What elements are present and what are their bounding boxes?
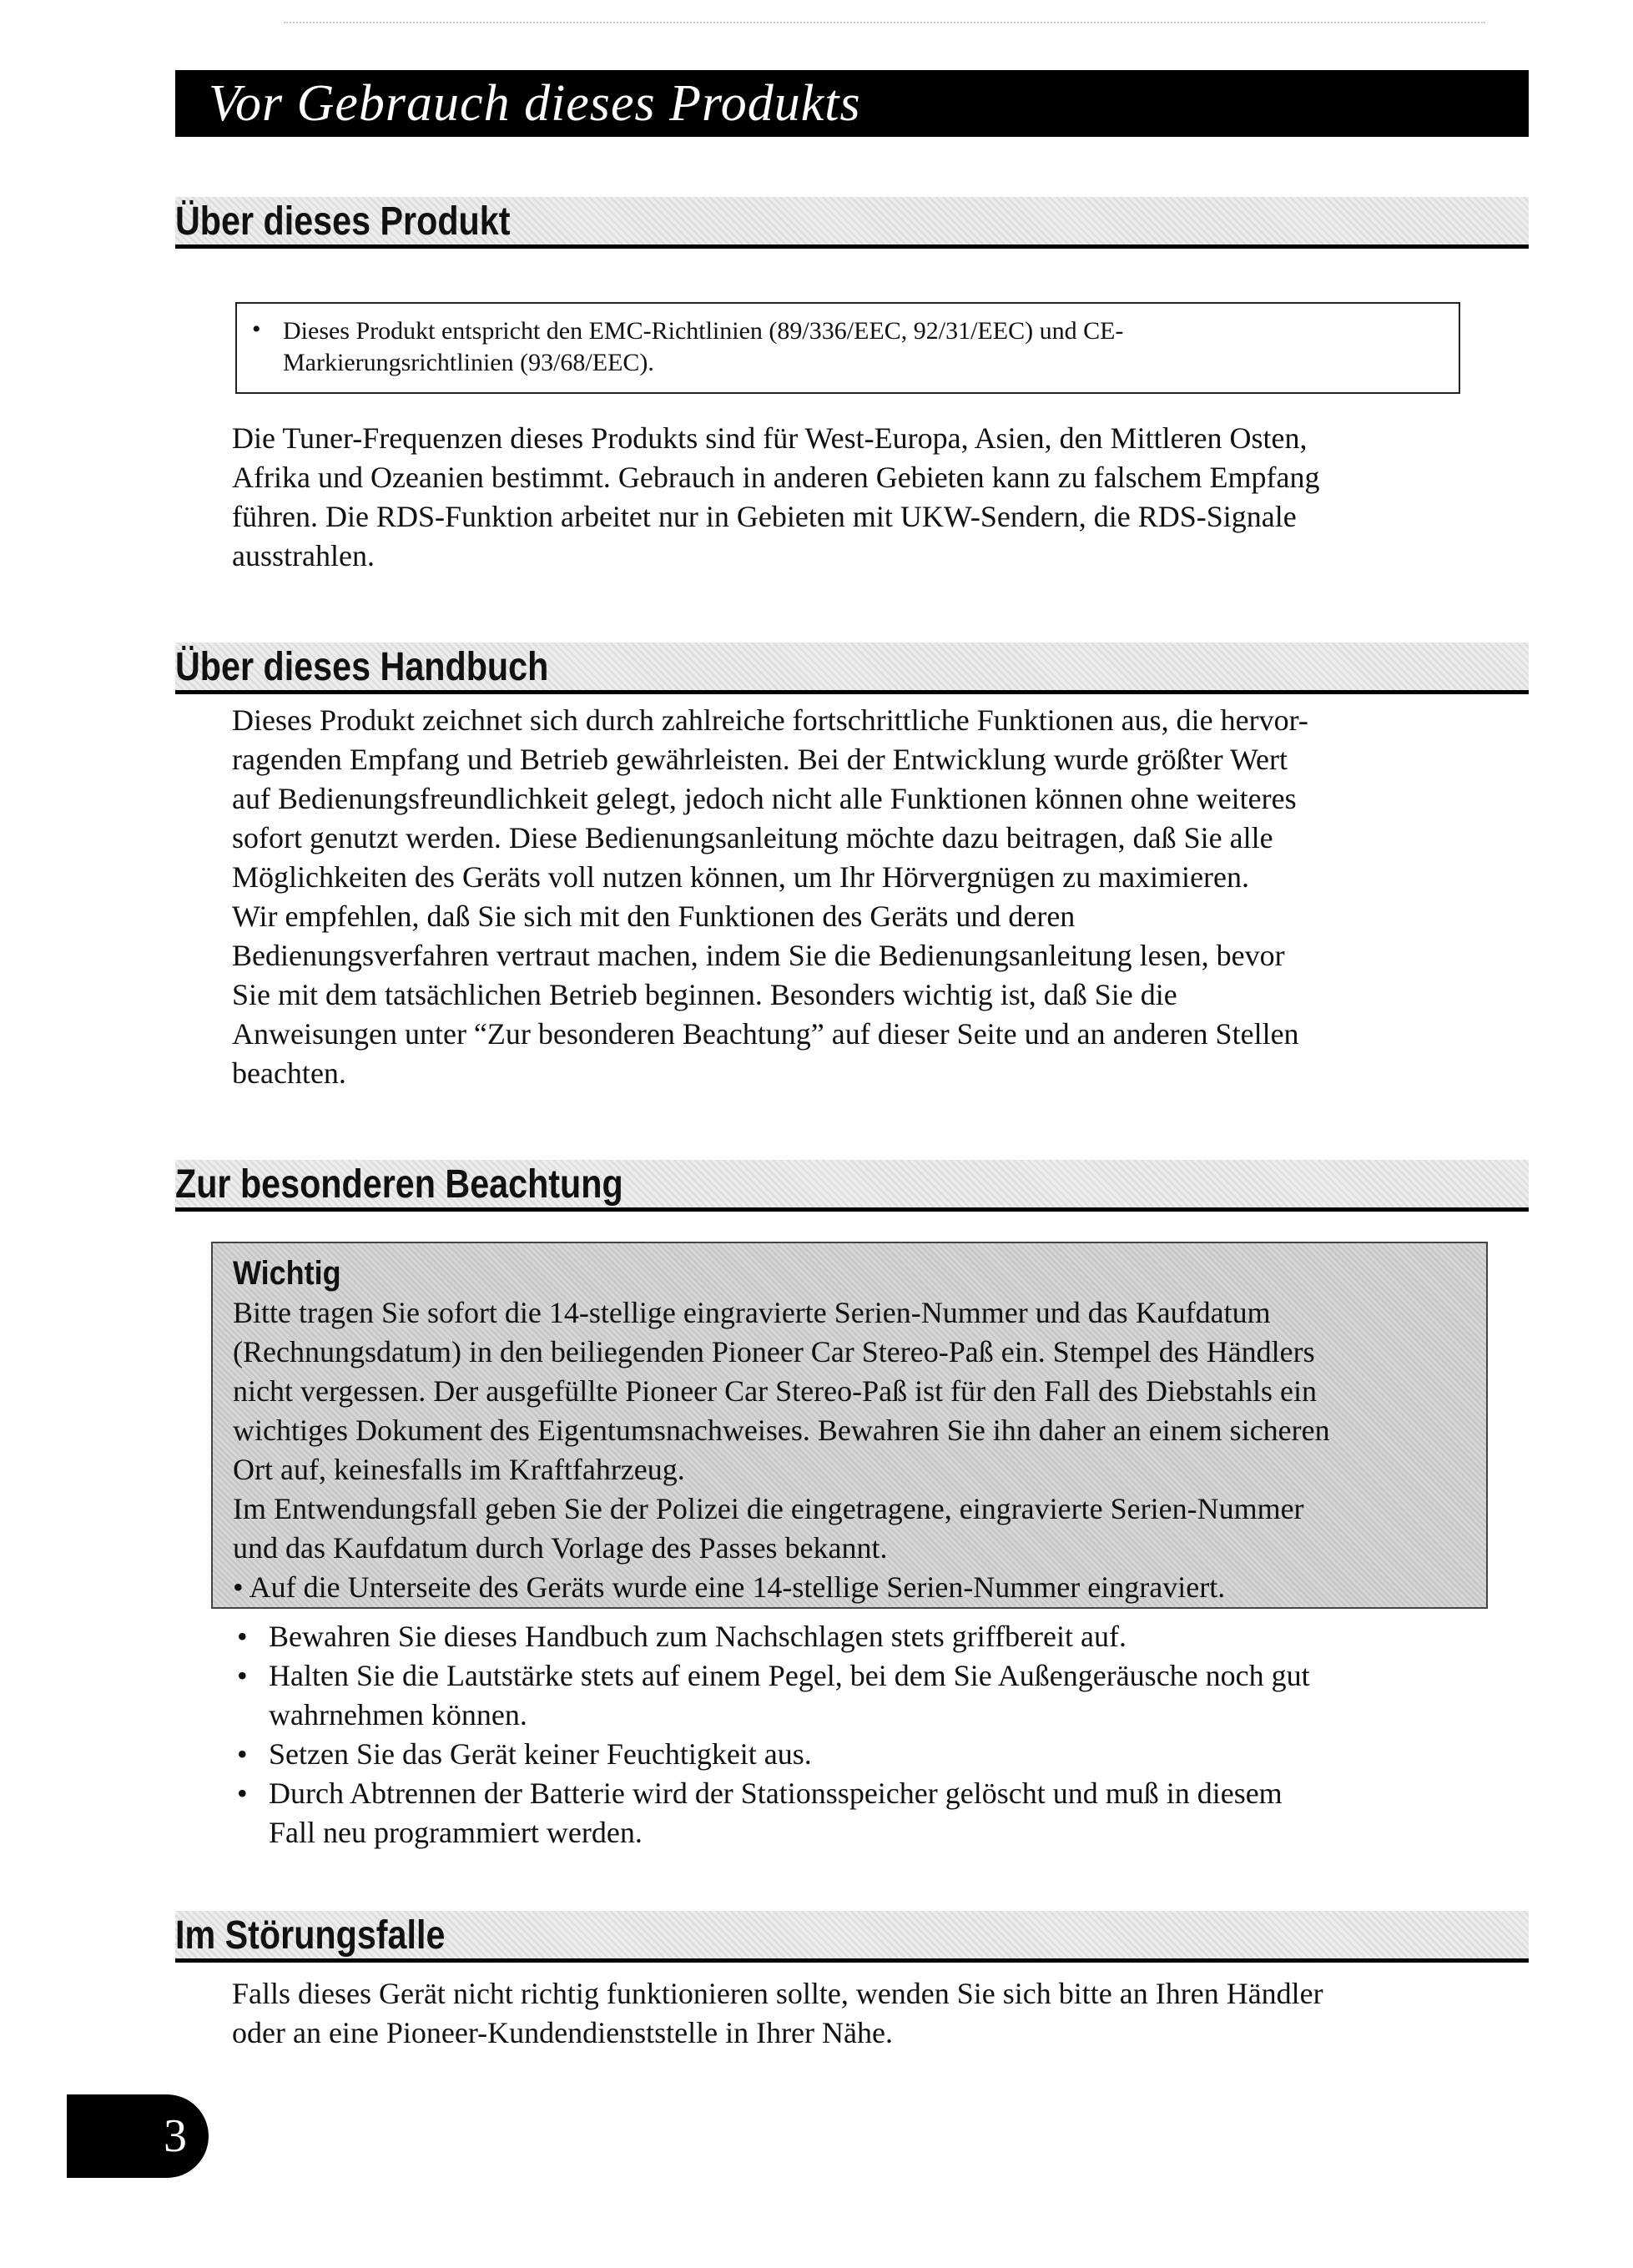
text-line: Sie mit dem tatsächlichen Betrieb beginnen. Besonders wichtig ist, daß Sie die xyxy=(232,978,1177,1011)
section-header-handbuch xyxy=(175,643,1529,694)
page-number-tab: 3 xyxy=(67,2094,209,2178)
trouble-paragraph xyxy=(232,1974,1484,2053)
text-line: auf Bedienungsfreundlichkeit gelegt, jedoch nicht alle Funktionen können ohne weiteres xyxy=(232,782,1297,815)
text-line: Die Tuner-Frequenzen dieses Produkts sind für West-Europa, Asien, den Mittleren Osten, xyxy=(232,421,1308,455)
text-line: Setzen Sie das Gerät keiner Feuchtigkeit aus. xyxy=(269,1737,812,1771)
wichtig-line: • Auf die Unterseite des Geräts wurde eine 14-stellige Serien-Nummer eingraviert. xyxy=(233,1570,1226,1604)
product-paragraph xyxy=(232,419,1484,576)
top-dotted-line xyxy=(284,22,1485,23)
section-header-beachtung xyxy=(175,1160,1529,1212)
section-title: Über dieses Produkt xyxy=(175,199,511,244)
section-title: Über dieses Handbuch xyxy=(175,645,549,689)
wichtig-line: Ort auf, keinesfalls im Kraftfahrzeug. xyxy=(233,1453,685,1486)
text-line: ausstrahlen. xyxy=(232,539,375,572)
list-item xyxy=(232,1774,1484,1852)
list-item xyxy=(232,1617,1484,1656)
wichtig-line: (Rechnungsdatum) in den beiliegenden Pioneer Car Stereo-Paß ein. Stempel des Händlers xyxy=(233,1335,1315,1368)
wichtig-notice-box xyxy=(211,1242,1488,1609)
wichtig-title: Wichtig xyxy=(233,1255,341,1292)
text-line: Fall neu programmiert werden. xyxy=(269,1816,643,1849)
section-title: Im Störungsfalle xyxy=(175,1913,446,1958)
text-line: Halten Sie die Lautstärke stets auf einem Pegel, bei dem Sie Außengeräusche noch gut xyxy=(269,1659,1310,1692)
section-header-produkt xyxy=(175,197,1529,249)
ce-compliance-box xyxy=(235,302,1460,394)
wichtig-line: wichtiges Dokument des Eigentumsnachweises. Bewahren Sie ihn daher an einem sicheren xyxy=(233,1414,1330,1447)
notes-bullet-list xyxy=(232,1617,1484,1852)
text-line: Durch Abtrennen der Batterie wird der Stationsspeicher gelöscht und muß in diesem xyxy=(269,1777,1283,1810)
section-header-stoerungsfalle xyxy=(175,1911,1529,1963)
wichtig-line: und das Kaufdatum durch Vorlage des Passes bekannt. xyxy=(233,1531,888,1565)
wichtig-line: nicht vergessen. Der ausgefüllte Pioneer Car Stereo-Paß ist für den Fall des Diebstahls ein xyxy=(233,1374,1318,1408)
page-banner-title: Vor Gebrauch dieses Produkts xyxy=(175,70,1529,137)
list-item xyxy=(232,1735,1484,1774)
ce-line: Dieses Produkt entspricht den EMC-Richtlinien (89/336/EEC, 92/31/EEC) und CE- xyxy=(283,317,1124,345)
text-line: Anweisungen unter “Zur besonderen Beachtung” auf dieser Seite und an anderen Stellen xyxy=(232,1017,1299,1051)
bullet: • xyxy=(237,1659,248,1692)
manual-paragraph xyxy=(232,701,1484,1093)
text-line: oder an eine Pioneer-Kundendienststelle in Ihrer Nähe. xyxy=(232,2016,893,2049)
section-title: Zur besonderen Beachtung xyxy=(175,1162,623,1207)
text-line: führen. Die RDS-Funktion arbeitet nur in Gebieten mit UKW-Sendern, die RDS-Signale xyxy=(232,500,1297,533)
bullet: • xyxy=(237,1620,248,1653)
wichtig-line: Bitte tragen Sie sofort die 14-stellige eingravierte Serien-Nummer und das Kaufdatum xyxy=(233,1296,1271,1329)
list-item xyxy=(232,1656,1484,1735)
text-line: Bewahren Sie dieses Handbuch zum Nachschlagen stets griffbereit auf. xyxy=(269,1620,1126,1653)
bullet: • xyxy=(252,315,261,343)
text-line: sofort genutzt werden. Diese Bedienungsanleitung möchte dazu beitragen, daß Sie alle xyxy=(232,821,1273,854)
text-line: Afrika und Ozeanien bestimmt. Gebrauch in anderen Gebieten kann zu falschem Empfang xyxy=(232,461,1320,494)
text-line: Bedienungsverfahren vertraut machen, indem Sie die Bedienungsanleitung lesen, bevor xyxy=(232,939,1285,972)
text-line: Wir empfehlen, daß Sie sich mit den Funktionen des Geräts und deren xyxy=(232,900,1076,933)
bullet: • xyxy=(237,1737,248,1771)
text-line: Möglichkeiten des Geräts voll nutzen können, um Ihr Hörvergnügen zu maximieren. xyxy=(232,860,1250,894)
text-line: ragenden Empfang und Betrieb gewährleisten. Bei der Entwicklung wurde größter Wert xyxy=(232,743,1288,776)
ce-line: Markierungsrichtlinien (93/68/EEC). xyxy=(283,349,654,376)
text-line: Dieses Produkt zeichnet sich durch zahlreiche fortschrittliche Funktionen aus, die hervor- xyxy=(232,703,1308,737)
text-line: beachten. xyxy=(232,1056,346,1090)
text-line: wahrnehmen können. xyxy=(269,1698,527,1731)
text-line: Falls dieses Gerät nicht richtig funktionieren sollte, wenden Sie sich bitte an Ihren Händler xyxy=(232,1977,1323,2010)
wichtig-line: Im Entwendungsfall geben Sie der Polizei die eingetragene, eingravierte Serien-Nummer xyxy=(233,1492,1304,1525)
bullet: • xyxy=(237,1777,248,1810)
